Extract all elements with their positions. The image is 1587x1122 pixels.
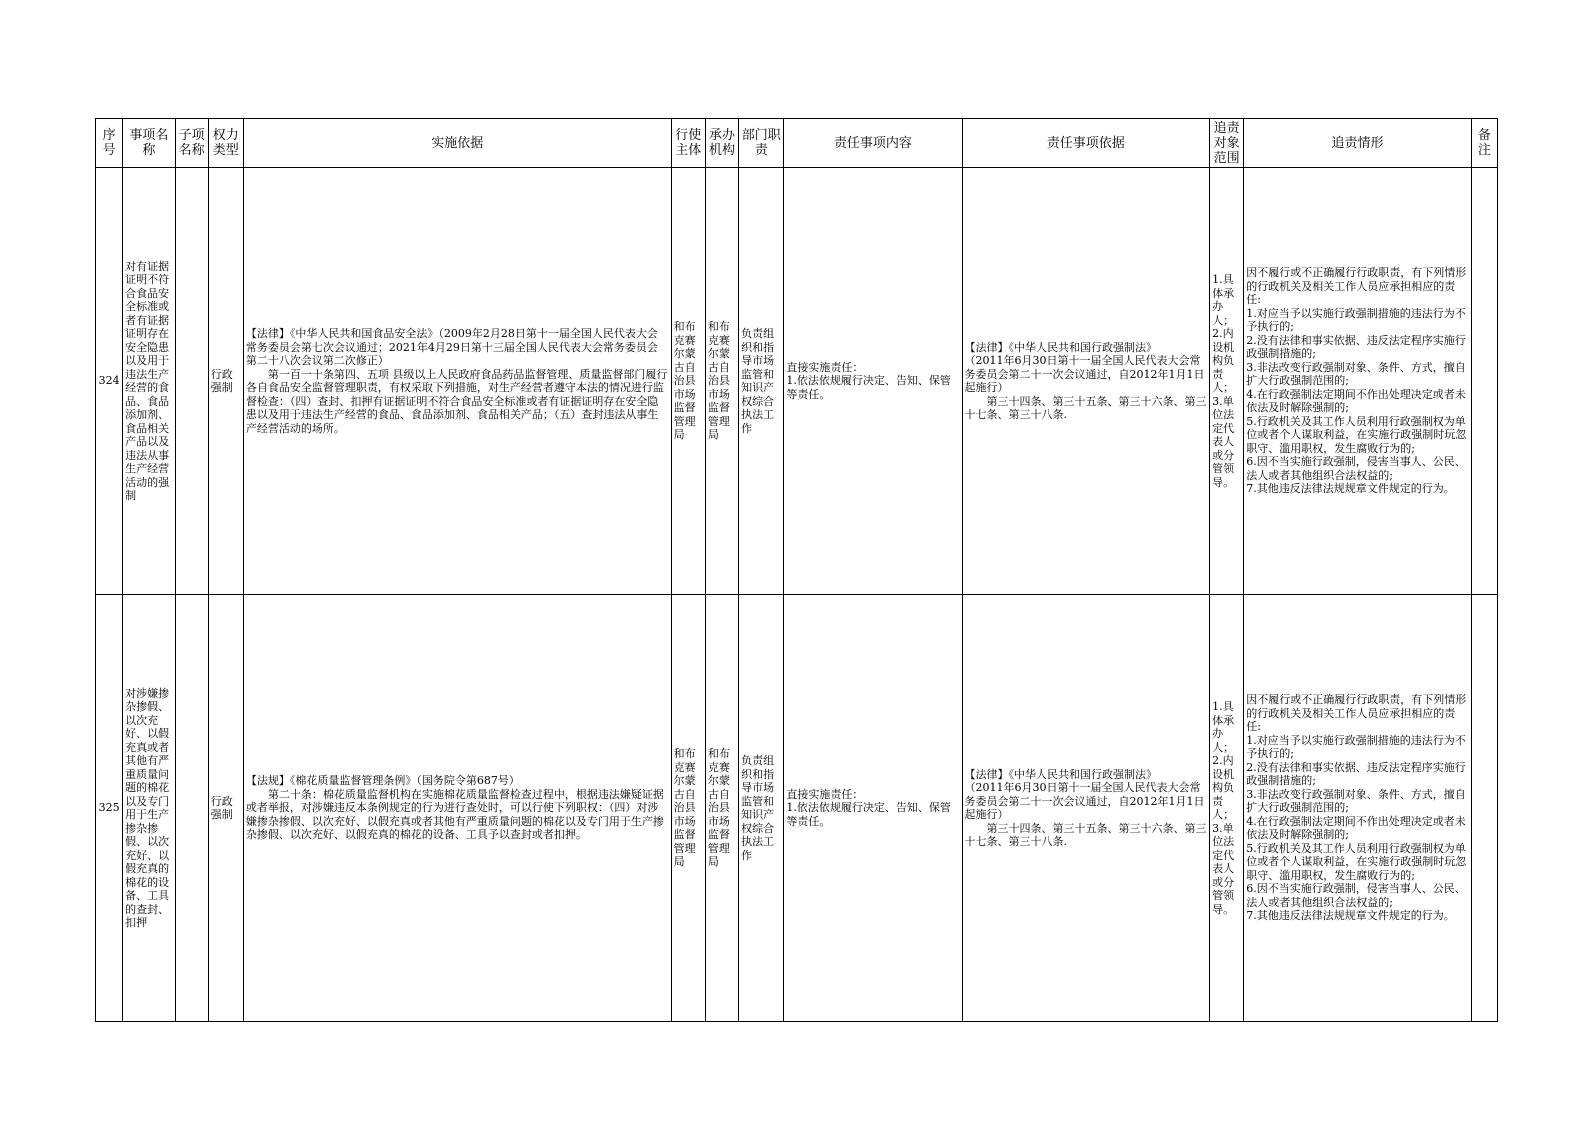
- row-item-name: 对有证据证明不符合食品安全标准或者有证据证明存在安全隐患以及用于违法生产经营的食品、食品添加剂、食品相关产品以及违法从事生产经营活动的强制: [123, 168, 175, 595]
- row-seq: 324: [96, 168, 123, 595]
- header-remark: 备注: [1471, 119, 1497, 168]
- header-duty: 部门职责: [739, 119, 784, 168]
- row-subject: 和布克赛尔蒙古自治县市场监督管理局: [671, 595, 705, 1022]
- row-power-type: 行政强制: [208, 595, 243, 1022]
- header-power-type: 权力类型: [208, 119, 243, 168]
- header-resp-content: 责任事项内容: [784, 119, 962, 168]
- row-remark: [1471, 595, 1497, 1022]
- row-sub-item: [175, 595, 208, 1022]
- table-row: [96, 168, 1498, 595]
- row-item-name: 对涉嫌掺杂掺假、以次充好、以假充真或者其他有严重质量问题的棉花以及专门用于生产掺杂掺假、以次充好、以假充真的棉花的设备、工具的查封、扣押: [123, 595, 175, 1022]
- row-remark: [1471, 168, 1497, 595]
- row-basis: 【法规】《棉花质量监督管理条例》（国务院令第687号） 第二十条：棉花质量监督机构在实施棉花质量监督检查过程中，根据违法嫌疑证据或者举报，对涉嫌违反本条例规定的行为进行查处时，可以行使下列职权：（四）对涉嫌掺杂掺假、以次充好、以假充真或者其他有严重质量问题的棉花以及专门用于生产掺杂掺假、以次充好、以假充真的棉花的设备、工具予以查封或者扣押。: [243, 595, 671, 1022]
- row-resp-content: 直接实施责任： 1.依法依规履行决定、告知、保管等责任。: [784, 595, 962, 1022]
- header-basis: 实施依据: [243, 119, 671, 168]
- table-row: [96, 595, 1498, 1022]
- row-situation: 因不履行或不正确履行行政职责，有下列情形的行政机关及相关工作人员应承担相应的责任: 1.对应当予以实施行政强制措施的违法行为不予执行的; 2.没有法律和事实依据、违反法定程序实施行政强制措施的; 3.非法改变行政强制对象、条件、方式，擅自扩大行政强制范围的; 4.在行政强制法定期间不作出处理决定或者未依法及时解除强制的; 5.行政机关及其工作人员利用行政强制权为单位或者个人谋取利益，在实施行政强制时玩忽职守、滥用职权，发生腐败行为的; 6.因不当实施行政强制，侵害当事人、公民、法人或者其他组织合法权益的; 7.其他违反法律法规规章文件规定的行为。: [1244, 595, 1471, 1022]
- row-org: 和布克赛尔蒙古自治县市场监督管理局: [705, 595, 738, 1022]
- header-item-name: 事项名称: [123, 119, 175, 168]
- row-sub-item: [175, 168, 208, 595]
- row-resp-content: 直接实施责任： 1.依法依规履行决定、告知、保管等责任。: [784, 168, 962, 595]
- row-duty: 负责组织和指导市场监管和知识产权综合执法工作: [739, 595, 784, 1022]
- header-subject: 行使主体: [671, 119, 705, 168]
- row-subject: 和布克赛尔蒙古自治县市场监督管理局: [671, 168, 705, 595]
- row-scope: 1.具体承办人； 2.内设机构负责人； 3.单位法定代表人或分管领导。: [1210, 595, 1244, 1022]
- row-duty: 负责组织和指导市场监管和知识产权综合执法工作: [739, 168, 784, 595]
- header-resp-basis: 责任事项依据: [962, 119, 1210, 168]
- row-resp-basis: 【法律】《中华人民共和国行政强制法》 （2011年6月30日第十一届全国人民代表大会常务委员会第二十一次会议通过，自2012年1月1日起施行） 第三十四条、第三十五条、第三十六条、第三十七条、第三十八条.: [962, 595, 1210, 1022]
- header-scope: 追责对象范围: [1210, 119, 1244, 168]
- row-resp-basis: 【法律】《中华人民共和国行政强制法》 （2011年6月30日第十一届全国人民代表大会常务委员会第二十一次会议通过，自2012年1月1日起施行） 第三十四条、第三十五条、第三十六条、第三十七条、第三十八条.: [962, 168, 1210, 595]
- row-basis: 【法律】《中华人民共和国食品安全法》（2009年2月28日第十一届全国人民代表大会常务委员会第七次会议通过；2021年4月29日第十三届全国人民代表大会常务委员会第二十八次会议第二次修正） 第一百一十条第四、五项 县级以上人民政府食品药品监督管理、质量监督部门履行各自食品安全监督管理职责，有权采取下列措施，对生产经营者遵守本法的情况进行监督检查：（四）查封、扣押有证据证明不符合食品安全标准或者有证据证明存在安全隐患以及用于违法生产经营的食品、食品添加剂、食品相关产品；（五）查封违法从事生产经营活动的场所。: [243, 168, 671, 595]
- responsibility-table: [95, 118, 1498, 1022]
- row-scope: 1.具体承办人； 2.内设机构负责人； 3.单位法定代表人或分管领导。: [1210, 168, 1244, 595]
- header-sub-item: 子项名称: [175, 119, 208, 168]
- row-situation: 因不履行或不正确履行行政职责，有下列情形的行政机关及相关工作人员应承担相应的责任: 1.对应当予以实施行政强制措施的违法行为不予执行的; 2.没有法律和事实依据、违反法定程序实施行政强制措施的; 3.非法改变行政强制对象、条件、方式，擅自扩大行政强制范围的; 4.在行政强制法定期间不作出处理决定或者未依法及时解除强制的; 5.行政机关及其工作人员利用行政强制权为单位或者个人谋取利益，在实施行政强制时玩忽职守、滥用职权，发生腐败行为的; 6.因不当实施行政强制，侵害当事人、公民、法人或者其他组织合法权益的; 7.其他违反法律法规规章文件规定的行为。: [1244, 168, 1471, 595]
- header-org: 承办机构: [705, 119, 738, 168]
- header-seq: 序号: [96, 119, 123, 168]
- row-seq: 325: [96, 595, 123, 1022]
- row-org: 和布克赛尔蒙古自治县市场监督管理局: [705, 168, 738, 595]
- header-situation: 追责情形: [1244, 119, 1471, 168]
- header-row: [96, 119, 1498, 168]
- row-power-type: 行政强制: [208, 168, 243, 595]
